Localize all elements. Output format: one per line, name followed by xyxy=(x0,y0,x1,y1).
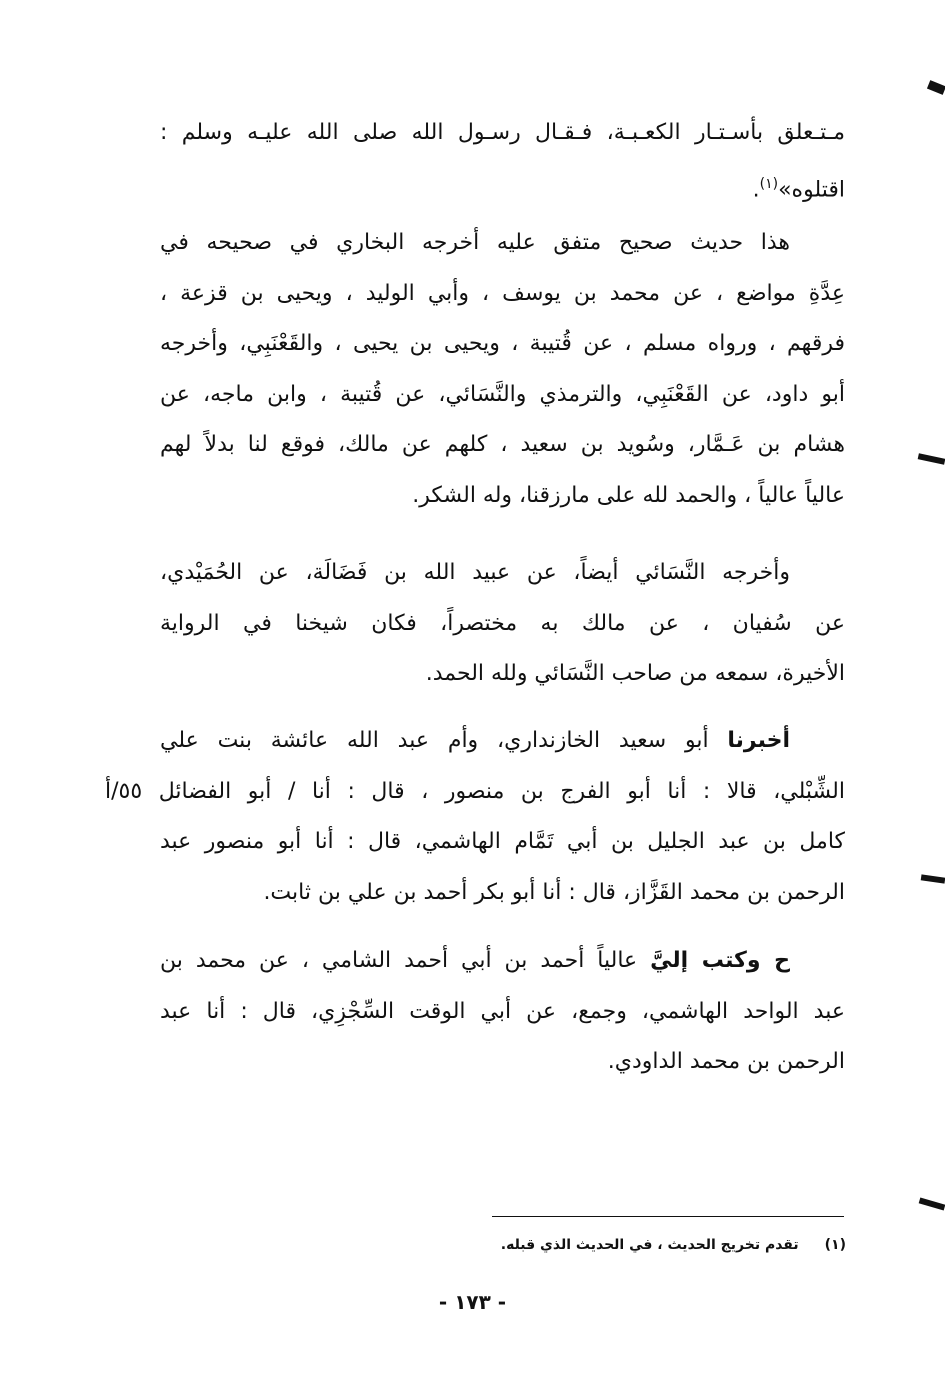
text-line: الرحمن بن محمد الداودي. xyxy=(607,1049,845,1074)
scan-edge-mark xyxy=(927,80,945,95)
text-line: هشام بن عَـمَّار، وسُويد بن سعيد ، كلهم عن مالك، فوقع لنا بدلاً لهم xyxy=(160,432,845,457)
text-line: هذا حديث صحيح متفق عليه أخرجه البخاري في صحيحه في xyxy=(160,230,790,255)
text-fragment: اقتلوه» xyxy=(778,176,845,202)
text-line: عالياً عالياً ، والحمد لله على مارزقنا، وله الشكر. xyxy=(412,482,845,508)
footnote-number: (١) xyxy=(824,1237,846,1253)
text-line: عِدَّةِ مواضع ، عن محمد بن يوسف ، وأبي الوليد ، ويحيى بن قزعة ، xyxy=(160,280,845,306)
footnote-separator xyxy=(492,1216,844,1217)
text-fragment: أبو سعيد الخازنداري، وأم عبد الله عائشة بنت علي xyxy=(160,728,728,753)
text-line: الرحمن بن محمد القَزَّاز، قال : أنا أبو بكر أحمد بن علي بن ثابت. xyxy=(263,879,845,905)
text-line: عن سُفيان ، عن مالك به مختصراً، فكان شيخنا في الرواية xyxy=(160,610,845,636)
footnote xyxy=(470,1234,846,1256)
text-fragment: . xyxy=(752,176,760,202)
text-line: أبو داود، عن القَعْنَبِي، والترمذي والنَّسَائي، عن قُتيبة ، وابن ماجه، عن xyxy=(160,381,845,407)
lead-word: ح وكتب إليَّ xyxy=(650,948,790,973)
text-line: الأخيرة، سمعه من صاحب النَّسَائي ولله الحمد. xyxy=(425,661,845,686)
text-line: فرقهم ، ورواه مسلم ، عن قُتيبة ، ويحيى بن يحيى ، والقَعْنَبِي، وأخرجه xyxy=(160,331,845,356)
text-line: وأخرجه النَّسَائي أيضاً، عن عبيد الله بن فَضَالَة، عن الحُمَيْدي، xyxy=(160,560,790,585)
scan-edge-mark xyxy=(919,1198,945,1211)
text-line xyxy=(160,936,845,987)
paragraph-3 xyxy=(160,548,845,700)
scan-edge-mark xyxy=(921,874,945,883)
text-line: عبد الواحد الهاشمي، وجمع، عن أبي الوقت السِّجْزِي، قال : أنا عبد xyxy=(160,998,845,1024)
text-line: كامل بن عبد الجليل بن أبي تَمَّام الهاشمي، قال : أنا أبو منصور عبد xyxy=(160,829,845,854)
paragraph-2 xyxy=(160,218,845,521)
text-line: الشِّبْلي، قالا : أنا أبو الفرج بن منصور ، قال : أنا / أبو الفضائل ٥٥/أ xyxy=(105,778,845,804)
scan-edge-mark xyxy=(918,453,945,464)
footnote-text: تقدم تخريج الحديث ، في الحديث الذي قبله. xyxy=(500,1237,799,1253)
footnote-reference: (١) xyxy=(759,175,779,192)
paragraph-1 xyxy=(160,108,845,215)
text-line: مـتـعلق بأسـتـار الكعـبـة، فـقـال رسـول الله صلى الله عليـه وسلم : xyxy=(160,120,845,145)
text-line xyxy=(160,716,845,767)
text-fragment: عالياً أحمد بن أبي أحمد الشامي ، عن محمد بن xyxy=(160,948,651,973)
lead-word: أخبرنا xyxy=(727,728,790,753)
text-line xyxy=(160,159,845,216)
paragraph-4 xyxy=(105,716,845,918)
page-number: - ١٧٣ - xyxy=(438,1290,507,1314)
paragraph-5 xyxy=(160,936,845,1088)
